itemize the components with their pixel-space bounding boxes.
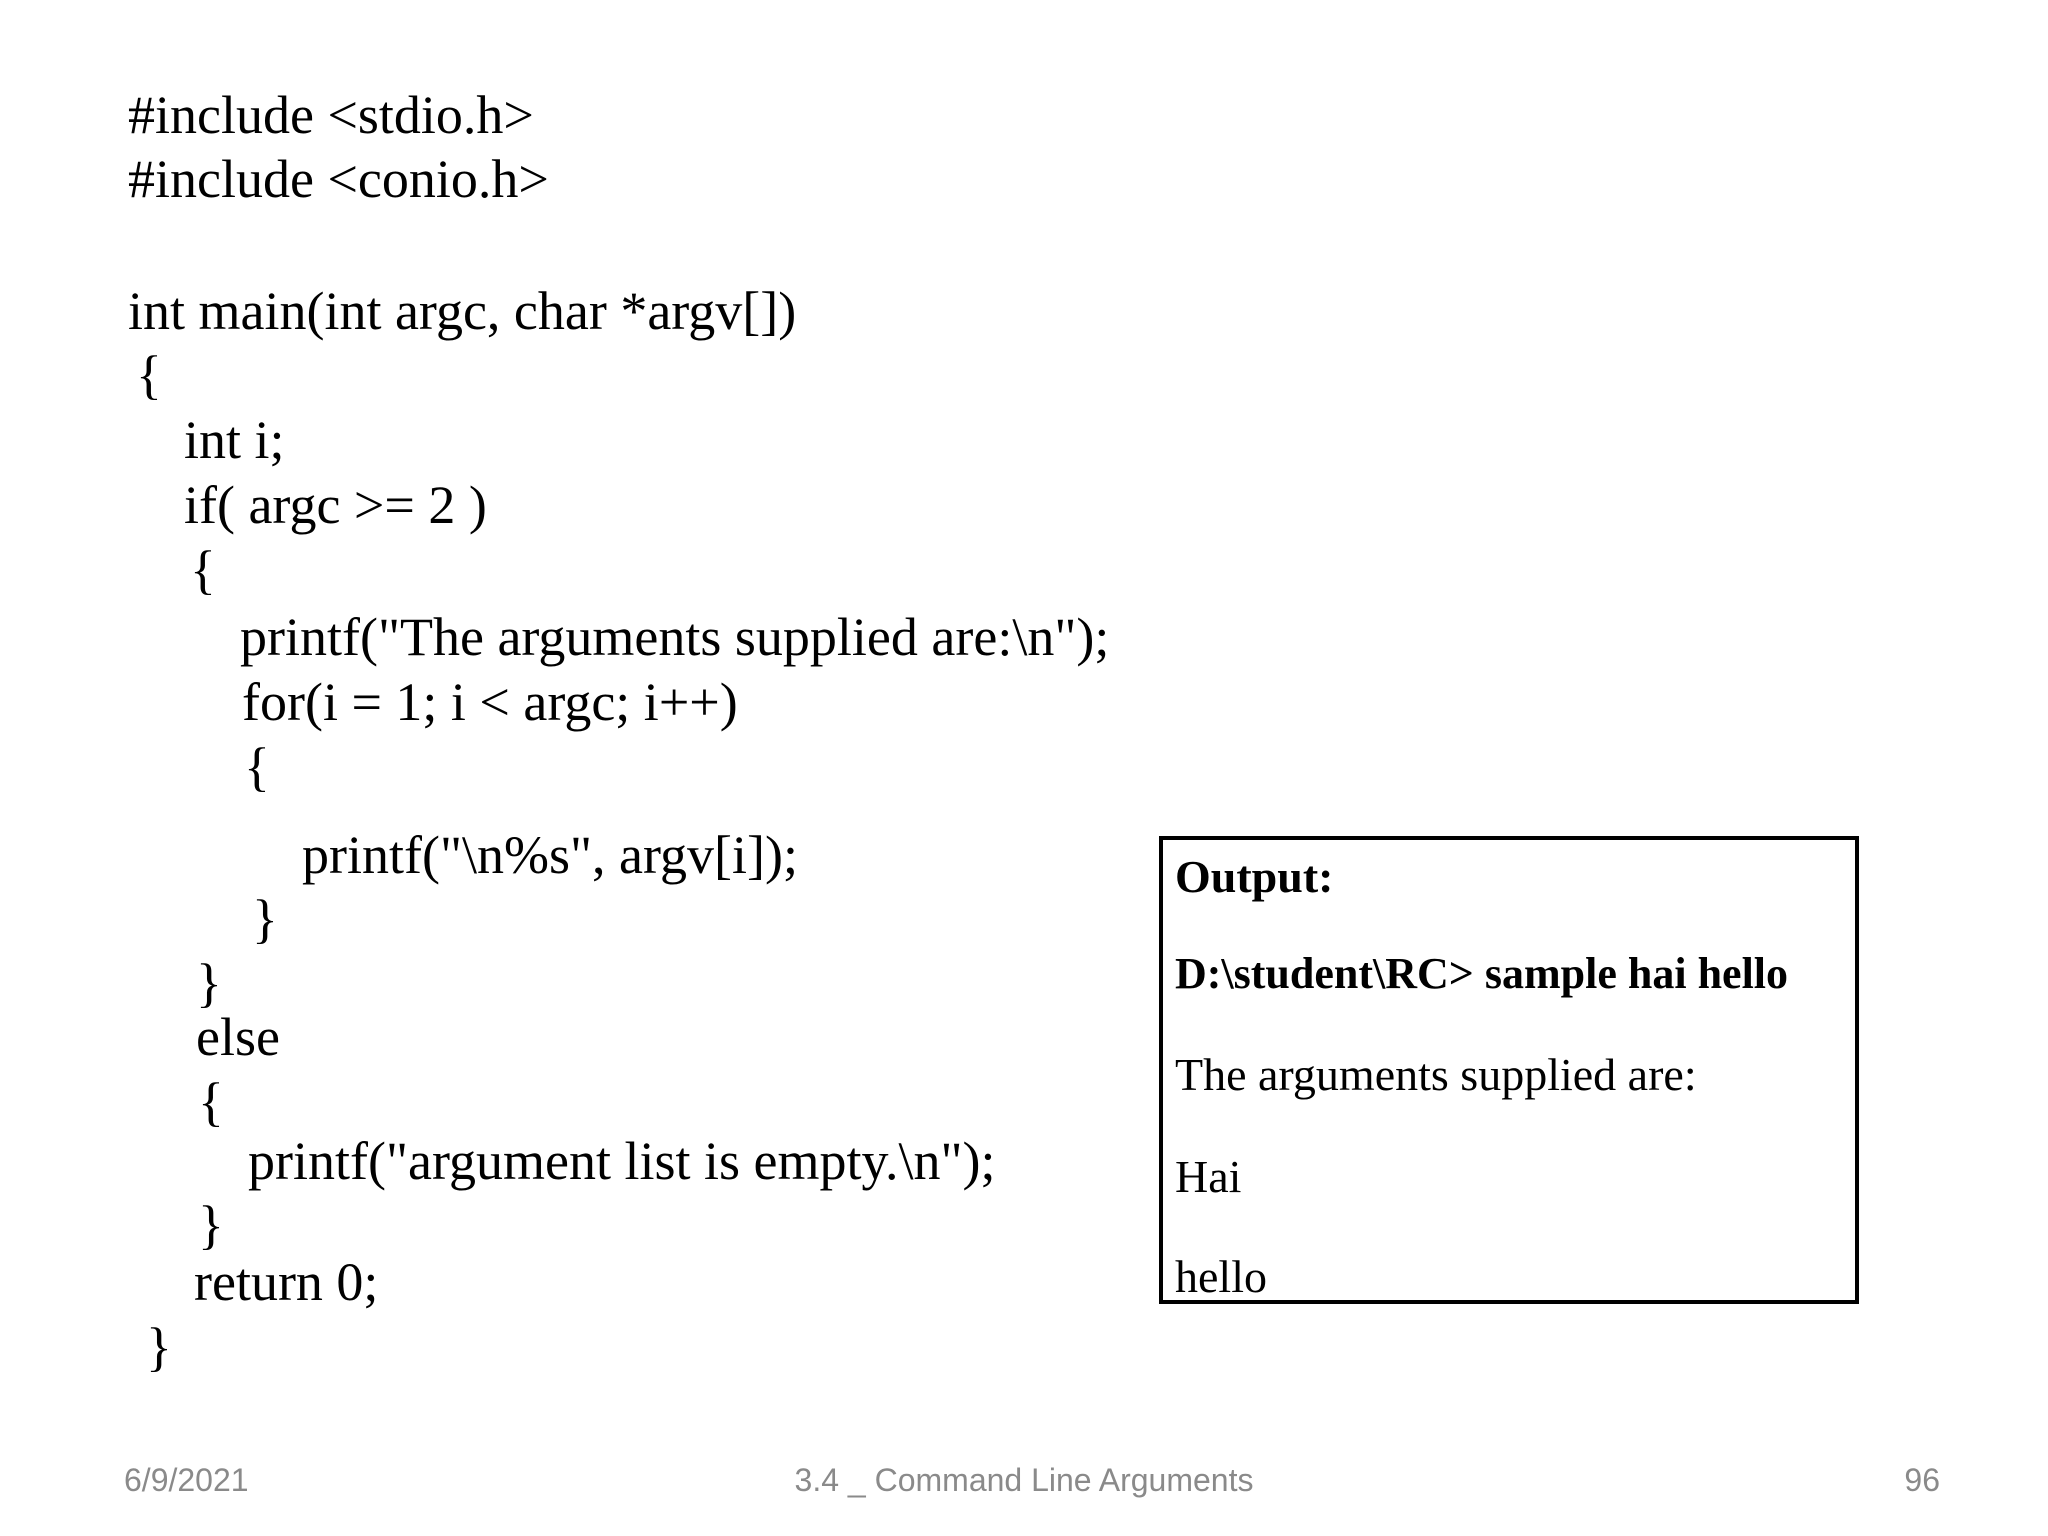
footer-date: 6/9/2021: [124, 1462, 249, 1498]
code-line-open-else: {: [198, 1072, 224, 1132]
code-line-int-i: int i;: [184, 410, 285, 470]
output-line-supplied: The arguments supplied are:: [1175, 1049, 1697, 1100]
code-line-printf-argv: printf("\n%s", argv[i]);: [302, 825, 798, 885]
code-line-include-stdio: #include <stdio.h>: [128, 85, 534, 145]
code-line-for-loop: for(i = 1; i < argc; i++): [242, 672, 738, 732]
code-line-else: else: [196, 1007, 280, 1067]
output-box: [1159, 836, 1859, 1304]
code-line-close-else: }: [198, 1195, 224, 1255]
code-line-close-main: }: [146, 1317, 172, 1377]
footer-title: 3.4 _ Command Line Arguments: [794, 1462, 1254, 1498]
output-command: D:\student\RC> sample hai hello: [1175, 949, 1789, 998]
code-line-printf-empty: printf("argument list is empty.\n");: [248, 1131, 996, 1191]
code-line-main-signature: int main(int argc, char *argv[]): [128, 281, 797, 341]
code-line-close-for: }: [252, 889, 278, 949]
code-line-open-for: {: [244, 737, 270, 797]
output-heading: Output:: [1175, 851, 1334, 902]
footer-page-number: 96: [1904, 1462, 1940, 1498]
code-line-open-main: {: [136, 345, 162, 405]
code-line-if-argc: if( argc >= 2 ): [184, 475, 487, 535]
output-line-hai: Hai: [1175, 1151, 1242, 1202]
code-line-printf-supplied: printf("The arguments supplied are:\n");: [240, 607, 1110, 667]
code-line-return: return 0;: [194, 1252, 379, 1312]
output-line-hello: hello: [1175, 1251, 1267, 1302]
code-line-open-if: {: [190, 540, 216, 600]
code-line-include-conio: #include <conio.h>: [128, 149, 549, 209]
code-line-close-if: }: [196, 953, 222, 1013]
